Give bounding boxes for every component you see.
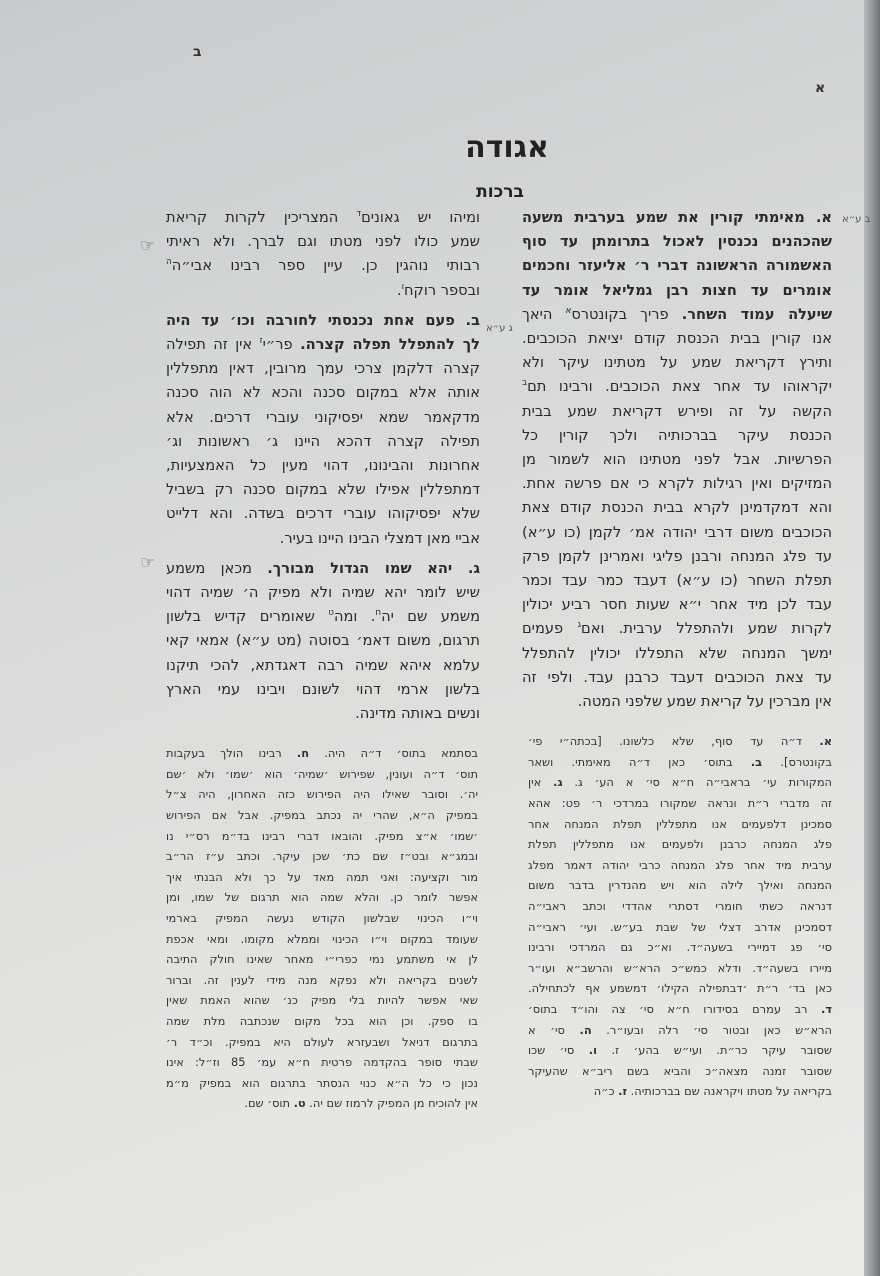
text-line (166, 557, 480, 581)
text-segment: כאן בד׳ ר״ת ׳דבתפילה הקילו׳ דמשמע אף לכתחילה. (528, 981, 832, 996)
text-line (166, 764, 478, 785)
text-line (522, 642, 832, 666)
text-line (528, 752, 832, 773)
text-segment: מכאן משמע (166, 559, 268, 577)
text-segment: ימשך המנחה שלא התפללו יכולין להתפלל (522, 644, 832, 662)
text-line (166, 805, 478, 826)
text-line (528, 1020, 832, 1041)
bold-lemma: ב. פעם אחת נכנסתי לחורבה וכו׳ עד היה (166, 311, 480, 329)
footnotes-right-column (528, 731, 832, 1102)
right-page-column (522, 206, 832, 1102)
text-line (166, 230, 480, 254)
bold-lemma: ה. (579, 1022, 592, 1037)
text-line (528, 999, 832, 1020)
text-line (166, 279, 480, 303)
text-segment: יקראוהו עד אחר צאת הכוכבים. ורבינו תם (527, 378, 832, 396)
text-segment: שלא יפסיקוהו עוברי דרכים בשדה. והא דלייט (166, 505, 480, 523)
bold-lemma: ט. (293, 1096, 306, 1111)
text-line (528, 958, 832, 979)
text-segment: עלמא איהא שמיה רבה דאגדתא, להכי תיקנו (166, 656, 480, 674)
text-segment: ׳שמו׳ א״צ מפיק. והובאו דברי רבינו בד״מ רס״י נו (166, 828, 478, 843)
bold-lemma: ו. (588, 1043, 598, 1058)
text-segment: המקורות עי׳ בראבי״ה ח״א סי׳ א הע׳ ג. (562, 775, 833, 790)
text-line (528, 1081, 832, 1102)
text-line (528, 834, 832, 855)
text-segment: הכוכבים משום דרבי יהודה אמ׳ לקמן (כו ע״א) (522, 523, 832, 541)
text-segment: מיירו בשעה״ד. ודלא כמש״כ הרא״ש והרשב״א ועו״ר (528, 960, 832, 975)
text-line (166, 1011, 478, 1032)
text-line (522, 400, 832, 424)
text-line (522, 496, 832, 520)
text-line (522, 375, 832, 399)
margin-reference-right: ב ע״א (842, 214, 871, 225)
text-line (166, 1052, 478, 1073)
bold-lemma: ז. (618, 1084, 628, 1099)
text-segment: עבד לכן מיד אחר י״א שעות חסר רביע יכולין (522, 596, 832, 614)
text-line (166, 454, 480, 478)
text-line (166, 430, 480, 454)
page-number-right: א (815, 80, 826, 96)
text-segment: פר״י (262, 336, 301, 354)
text-segment: לקרות שמע ולהתפלל ערבית. ואם (581, 620, 832, 638)
text-segment: בו ספק. וכן הוא בכל מקום שנכתבה מלת שמה (166, 1013, 478, 1028)
text-line (166, 357, 480, 381)
text-segment: מור וקציעה: ואני תמה מאד על כך ולא הבנתי איך (166, 869, 478, 884)
text-segment: הפרשיות. אבל לפני מטתינו הוא לשמור מן (522, 451, 832, 469)
bold-lemma: א. מאימתי קורין את שמע בערבית משעה (522, 209, 832, 226)
text-line (522, 424, 832, 448)
text-segment: ונשים באותה מדינה. (355, 705, 480, 723)
text-line (528, 793, 832, 814)
text-line (528, 875, 832, 896)
bold-lemma: ב. (750, 754, 763, 769)
text-segment: שסובר זמנה מצאה״כ והביא בשם ריב״א שהעיקר (528, 1063, 832, 1078)
text-segment: לשנים בקריאה ולא נפקא מנה מידי לענין זה. וברור (166, 972, 478, 987)
bold-lemma: ד. (820, 1001, 832, 1016)
text-segment: אין (528, 775, 554, 790)
text-line (522, 303, 832, 327)
text-line (166, 908, 478, 929)
text-line (166, 309, 480, 333)
text-segment: לן אי משתמע נמי כפרי״י מאחר שאינו חולק התיבה (166, 952, 478, 967)
text-line (166, 784, 478, 805)
section-subtitle: ברכות (476, 182, 524, 202)
text-segment: כ״ה (593, 1084, 619, 1099)
text-line (522, 690, 832, 714)
text-segment: ובספר רוקח (404, 281, 480, 299)
footnotes-left-column (166, 743, 478, 1114)
text-line (522, 569, 832, 593)
text-segment: סי׳ א (528, 1022, 580, 1037)
text-segment: פלג המנחה כרבנן ולפעמים אנו מתפללין תפלת (528, 837, 832, 852)
text-segment: הקשה על זה ופירש דקריאת שמע בבית (522, 402, 832, 420)
bold-lemma: שהכהנים נכנסין לאכול בתרומתן עד סוף (522, 233, 832, 251)
text-segment: סי׳ שכו (528, 1043, 589, 1058)
text-segment: שעומד במקום וי״ו הכינוי וממלא מקומו. ומאי אכפת (166, 931, 478, 946)
text-segment: אין זה תפילה (166, 336, 260, 354)
text-line (166, 826, 478, 847)
text-line (528, 731, 832, 752)
text-segment: בתוס׳ כאן ד״ה מאימתי. ושאר (528, 754, 751, 769)
text-segment: הרא״ש כאן ובטור סי׳ רלה ובעו״ר. (591, 1022, 832, 1037)
text-line (528, 896, 832, 917)
text-line (166, 605, 480, 629)
text-segment: זה מדברי ר״ת ונראה שמקורו במרדכי ר׳ פט: אהא (528, 796, 832, 811)
text-line (528, 772, 832, 793)
text-line (166, 1073, 478, 1094)
footnote-marker: ח (375, 608, 382, 619)
main-text-right-column (522, 206, 832, 714)
text-segment: אותה אלא במקום סכנה והכא לא הוה סכנה (166, 384, 480, 402)
text-segment: אפשר לומר כן. והלא שמה הוא תרגום של שמו, ומן (166, 890, 478, 905)
text-line (166, 581, 480, 605)
text-segment: וי״ו הכינוי שבלשון הקודש נעשה המפיק בארמי (166, 911, 478, 926)
bold-lemma: ג. (553, 775, 563, 790)
text-line (166, 478, 480, 502)
text-segment: ובמג״א ובט״ז שם כת׳ שכן עיקר. וכתב ע״ז הר״ב (166, 849, 478, 864)
footnote-marker: ג (577, 620, 582, 631)
main-text-left-column (166, 206, 480, 726)
text-segment: דנראה כשתי חומרי דסתרי אהדדי וכתב ראבי״ה (528, 899, 832, 914)
text-line (166, 1093, 478, 1114)
text-segment: המזיקים ואין רגילות לקרא כי אם פרשה אחת. (522, 475, 832, 493)
text-segment: שמע כולו לפני מטתו וגם לברך. ולא ראיתי (166, 233, 480, 251)
text-segment: הכנסת עיקר בברכותיה ולכך קורין כל (522, 426, 832, 444)
text-segment: ערבית מיד אחר פלג המנחה כרבי יהודה דאמר מפלג (528, 857, 832, 872)
text-segment: אנו קורין בבית הכנסת קודם יציאת הכוכבים. (522, 330, 832, 348)
text-line (166, 970, 478, 991)
text-line (522, 545, 832, 569)
footnote-marker: ד (356, 209, 362, 220)
left-page-column (166, 206, 480, 1114)
text-line (166, 743, 478, 764)
text-segment: ומיהו יש גאונים (361, 209, 480, 226)
text-line (522, 279, 832, 303)
text-line (522, 351, 832, 375)
text-line (166, 206, 480, 230)
text-line (522, 666, 832, 690)
text-line (528, 1040, 832, 1061)
text-segment: תפילה קצרה דהכא היינו ג׳ ראשונות וג׳ (166, 432, 480, 450)
text-line (166, 254, 480, 278)
bold-lemma: ג. יהא שמו הגדול מבורך. (267, 559, 480, 577)
text-segment: אביי מאן דמצלי הבינו היינו בעיר. (279, 529, 480, 547)
bold-lemma: לך להתפלל תפלה קצרה. (300, 336, 480, 354)
text-line (166, 990, 478, 1011)
bold-lemma: א. (819, 734, 832, 749)
page-title: אגודה (465, 130, 549, 165)
text-segment: היאך (522, 305, 566, 323)
text-line (522, 521, 832, 545)
text-segment: שאי אפשר להיות בלי מפיק כנ׳ שהוא האמת שאין (166, 993, 478, 1008)
text-segment: והא דמקדמינן לקרא בבית הכנסת קודם צאת (522, 499, 832, 517)
text-line (166, 846, 478, 867)
text-line (166, 678, 480, 702)
text-line (166, 887, 478, 908)
pointing-hand-icon: ☞ (140, 553, 156, 573)
text-segment: עד פלג המנחה ורבנן פליגי ואמרינן לקמן פרק (522, 547, 832, 565)
text-segment: שסובר עיקר כר״ת. ועי״ש בהע׳ ז. (597, 1043, 832, 1058)
text-segment: . (396, 281, 402, 299)
footnote-marker: ט (328, 608, 334, 619)
text-line (522, 448, 832, 472)
text-segment: בסתמא בתוס׳ ד״ה היה. (309, 746, 478, 761)
text-segment: קצרה דלקמן צרכי עמך מרובין, דאין מתפללין (166, 360, 480, 378)
text-segment: במפיק ה״א, שהרי יה נכתב במפיק. אבל אם הפירוש (166, 808, 478, 823)
text-line (528, 814, 832, 835)
text-line (528, 937, 832, 958)
bold-lemma: שיעלה עמוד השחר. (681, 305, 833, 323)
text-segment: . ומה (333, 608, 376, 626)
text-segment: תוס׳ שם. (244, 1096, 294, 1111)
text-segment: תוס׳ ד״ה ועונין, שפירוש ׳שמיה׳ הוא ׳שמו׳ ולא ׳שם (166, 766, 478, 781)
text-segment: שאומרים קדיש בלשון (166, 608, 329, 626)
text-segment: פריך בקונטרס (571, 305, 682, 323)
text-segment: אין להוכיח מן המפיק לרמוז שם יה. (305, 1096, 478, 1111)
text-segment: בלשון ארמי דהוי לשונם ויבינו עמי הארץ (166, 680, 480, 698)
footnote-marker: ה (166, 257, 172, 268)
pointing-hand-icon: ☞ (140, 236, 156, 256)
text-segment: דמתפללין אפילו שלא במקום סכנה רק בשביל (166, 481, 480, 499)
text-segment: המצריכין לקרות קריאת (166, 209, 357, 226)
text-segment: רב עמרם בסידורו ח״א סי׳ צה והו״ד בתוס׳ (528, 1001, 821, 1016)
text-line (166, 929, 478, 950)
text-segment: שבתי סופר בהקדמה פרטית ח״א עמ׳ 85 וז״ל: אינו (166, 1055, 478, 1070)
text-segment: סי׳ פג דמיירי בשעה״ד. וא״כ גם המרדכי ורבינו (528, 940, 832, 955)
text-line (528, 855, 832, 876)
text-segment: אחרונות והבינונו, דהוי מעין כל האמצעיות, (166, 457, 480, 475)
bold-lemma: האשמורה הראשונה דברי ר׳ אליעזר וחכמים (522, 257, 832, 275)
text-line (166, 629, 480, 653)
text-segment: בתרגום דניאל ושבעזרא לעולם היא במפיק. וכ״ד ר׳ (166, 1034, 478, 1049)
text-line (166, 654, 480, 678)
text-line (522, 593, 832, 617)
text-line (166, 527, 480, 551)
text-line (166, 381, 480, 405)
text-line (528, 1061, 832, 1082)
text-line (528, 917, 832, 938)
text-segment: בקונטרס]. (762, 754, 832, 769)
margin-reference-left: ג ע״א (486, 323, 513, 334)
text-segment: רבינו הולך בעקבות (166, 746, 297, 761)
text-line (528, 978, 832, 999)
footnote-marker: ז (259, 336, 263, 347)
text-segment: ד״ה עד סוף, שלא כלשונו. [בכתה״י פי׳ (528, 734, 820, 749)
text-line (166, 502, 480, 526)
text-line (522, 617, 832, 641)
text-segment: המנחה ואילך לילה הוא ויש מהנדרין בדבר משום (528, 878, 832, 893)
footnote-marker: ב (522, 378, 528, 389)
text-segment: עד צאת הכוכבים דעבד כרבנן עבד. ולפי זה (522, 668, 832, 686)
text-segment: משמע שם יה (381, 608, 481, 626)
text-line (522, 206, 832, 230)
text-segment: תרגום, משום דאמ׳ בסוטה (מט ע״א) אמאי קאי (166, 632, 480, 650)
text-segment: ותירץ דקריאת שמע על מטתינו עיקר ולא (522, 354, 832, 372)
text-line (166, 333, 480, 357)
text-line (522, 472, 832, 496)
text-segment: נכון כי כל ה״א כנוי הנסתר בתרגום הוא במפיק מ״מ (166, 1075, 478, 1090)
footnote-marker: א (565, 305, 572, 316)
text-segment: יה׳. וסובר שאילו היה הפירוש כזה האחרון, היה צ״ל (166, 787, 478, 802)
text-line (166, 702, 480, 726)
bold-lemma: אומרים עד חצות רבן גמליאל אומר עד (522, 281, 832, 299)
page-number-left: ב (193, 44, 202, 60)
text-segment: סמכינן דלפעמים אנו מתפללין תפלת המנחה אחר (528, 816, 832, 831)
text-segment: בקריאה על מטתו ויקראנה שם בברכותיה. (627, 1084, 832, 1099)
text-segment: פעמים (522, 620, 578, 638)
text-segment: רבותי נוהגין כן. עיין ספר רבינו אבי״ה (171, 257, 480, 275)
text-line (522, 254, 832, 278)
text-segment: תפלת השחר (כו ע״א) דעבד כמר עבד וכמר (522, 572, 832, 590)
text-segment: אין מברכין על קריאת שמע שלפני המטה. (577, 693, 832, 711)
text-line (522, 230, 832, 254)
text-line (166, 867, 478, 888)
text-line (166, 406, 480, 430)
text-line (166, 949, 478, 970)
footnote-marker: ו (401, 281, 405, 292)
text-line (166, 1032, 478, 1053)
text-segment: דסמכינן אדרב דצלי של שבת בע״ש. ועי׳ ראבי״ה (528, 919, 832, 934)
bold-lemma: ח. (296, 746, 310, 761)
text-segment: שיש לומר יהא שמיה ולא מפיק ה׳ שמיה דהוי (166, 584, 480, 602)
text-segment: מדקאמר שמא יפסיקוני עוברי דרכים. אלא (166, 408, 480, 426)
text-line (522, 327, 832, 351)
